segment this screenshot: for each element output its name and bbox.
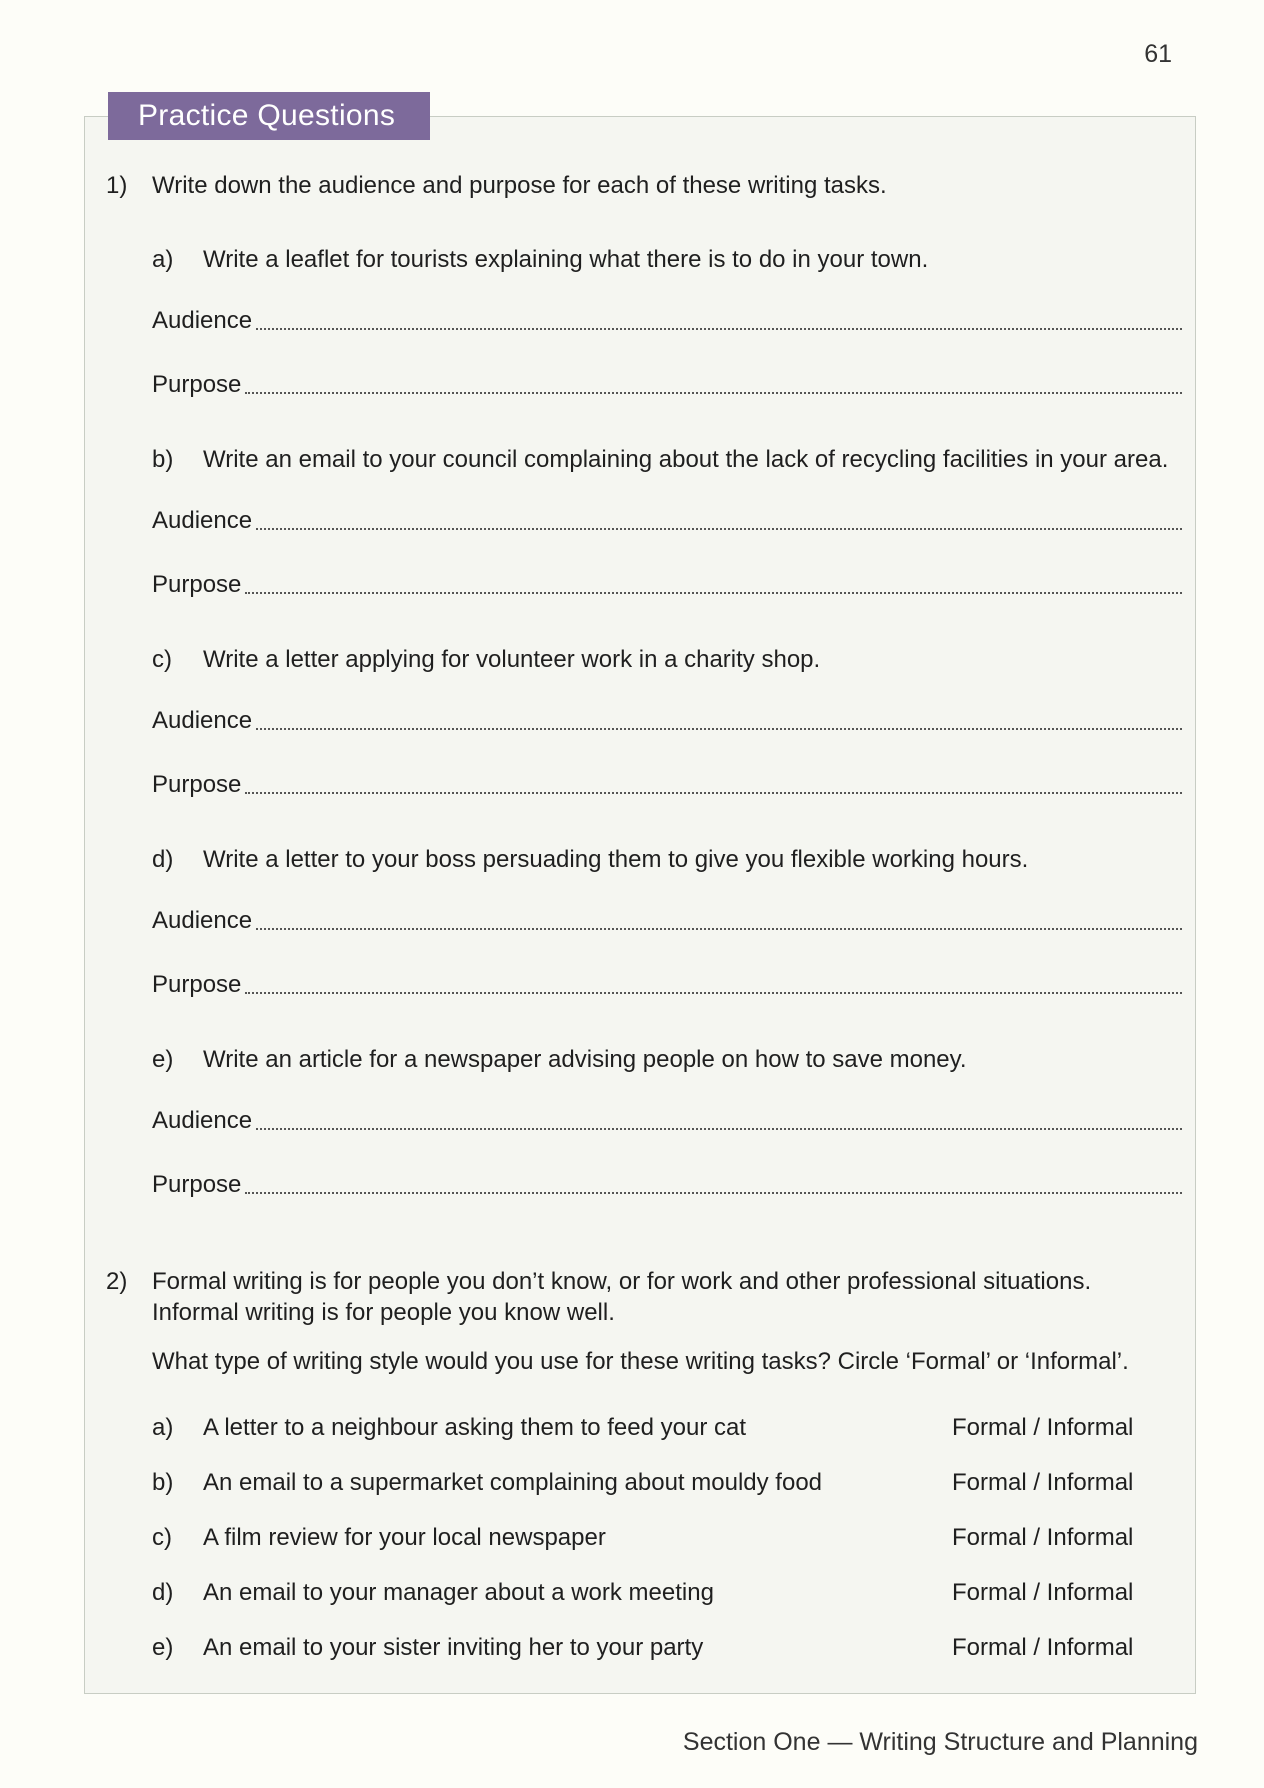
- q2-e-letter: e): [152, 1634, 174, 1661]
- q2-b-letter: b): [152, 1469, 174, 1496]
- question-1-number: 1): [106, 172, 128, 199]
- answer-dots: [245, 592, 1182, 594]
- purpose-label: Purpose: [152, 371, 242, 398]
- q1-e-text: Write an article for a newspaper advising people on how to save money.: [203, 1046, 967, 1073]
- purpose-label: Purpose: [152, 971, 242, 998]
- purpose-label: Purpose: [152, 771, 242, 798]
- q2-b-text: An email to a supermarket complaining about mouldy food: [203, 1469, 823, 1496]
- q2-c-letter: c): [152, 1524, 172, 1551]
- answer-dots: [256, 928, 1182, 930]
- q2-d-letter: d): [152, 1579, 174, 1606]
- answer-dots: [256, 1128, 1182, 1130]
- answer-dots: [256, 528, 1182, 530]
- practice-questions-panel: [84, 116, 1196, 1694]
- q1-b-letter: b): [152, 446, 174, 473]
- q1-c-text: Write a letter applying for volunteer work in a charity shop.: [203, 646, 821, 673]
- audience-label: Audience: [152, 1107, 253, 1134]
- q2-c-text: A film review for your local newspaper: [203, 1524, 606, 1551]
- q1-d-letter: d): [152, 846, 174, 873]
- purpose-label: Purpose: [152, 1171, 242, 1198]
- question-2-instruction: What type of writing style would you use for these writing tasks? Circle ‘Formal’ or ‘Informal’.: [152, 1348, 1129, 1375]
- q1-c-purpose-line[interactable]: [152, 770, 1182, 800]
- q2-d-text: An email to your manager about a work meeting: [203, 1579, 714, 1606]
- audience-label: Audience: [152, 507, 253, 534]
- q2-c-formal-informal-choice[interactable]: Formal / Informal: [952, 1524, 1134, 1551]
- q1-b-purpose-line[interactable]: [152, 570, 1182, 600]
- q1-a-audience-line[interactable]: [152, 306, 1182, 336]
- q2-a-text: A letter to a neighbour asking them to feed your cat: [203, 1414, 746, 1441]
- q2-a-letter: a): [152, 1414, 174, 1441]
- audience-label: Audience: [152, 707, 253, 734]
- q1-c-audience-line[interactable]: [152, 706, 1182, 736]
- q2-b-formal-informal-choice[interactable]: Formal / Informal: [952, 1469, 1134, 1496]
- q2-d-formal-informal-choice[interactable]: Formal / Informal: [952, 1579, 1134, 1606]
- audience-label: Audience: [152, 307, 253, 334]
- audience-label: Audience: [152, 907, 253, 934]
- q1-a-purpose-line[interactable]: [152, 370, 1182, 400]
- q1-e-letter: e): [152, 1046, 174, 1073]
- answer-dots: [256, 328, 1182, 330]
- answer-dots: [245, 992, 1182, 994]
- q1-d-text: Write a letter to your boss persuading them to give you flexible working hours.: [203, 846, 1029, 873]
- answer-dots: [245, 392, 1182, 394]
- q1-e-audience-line[interactable]: [152, 1106, 1182, 1136]
- q2-a-formal-informal-choice[interactable]: Formal / Informal: [952, 1414, 1134, 1441]
- panel-title: Practice Questions: [108, 92, 430, 140]
- answer-dots: [245, 792, 1182, 794]
- answer-dots: [256, 728, 1182, 730]
- section-footer: Section One — Writing Structure and Planning: [682, 1728, 1198, 1756]
- q1-b-audience-line[interactable]: [152, 506, 1182, 536]
- q1-d-purpose-line[interactable]: [152, 970, 1182, 1000]
- q1-c-letter: c): [152, 646, 172, 673]
- q2-e-text: An email to your sister inviting her to your party: [203, 1634, 704, 1661]
- question-2-number: 2): [106, 1268, 128, 1295]
- question-2-text-line2: Informal writing is for people you know well.: [152, 1299, 615, 1326]
- question-2-text-line1: Formal writing is for people you don’t know, or for work and other professional situations.: [152, 1268, 1092, 1295]
- q1-a-letter: a): [152, 246, 174, 273]
- q2-e-formal-informal-choice[interactable]: Formal / Informal: [952, 1634, 1134, 1661]
- page-number: 61: [1144, 40, 1172, 68]
- q1-b-text: Write an email to your council complaining about the lack of recycling facilities in your area.: [203, 446, 1169, 473]
- q1-e-purpose-line[interactable]: [152, 1170, 1182, 1200]
- q1-a-text: Write a leaflet for tourists explaining what there is to do in your town.: [203, 246, 929, 273]
- question-1-text: Write down the audience and purpose for each of these writing tasks.: [152, 172, 887, 199]
- answer-dots: [245, 1192, 1182, 1194]
- q1-d-audience-line[interactable]: [152, 906, 1182, 936]
- purpose-label: Purpose: [152, 571, 242, 598]
